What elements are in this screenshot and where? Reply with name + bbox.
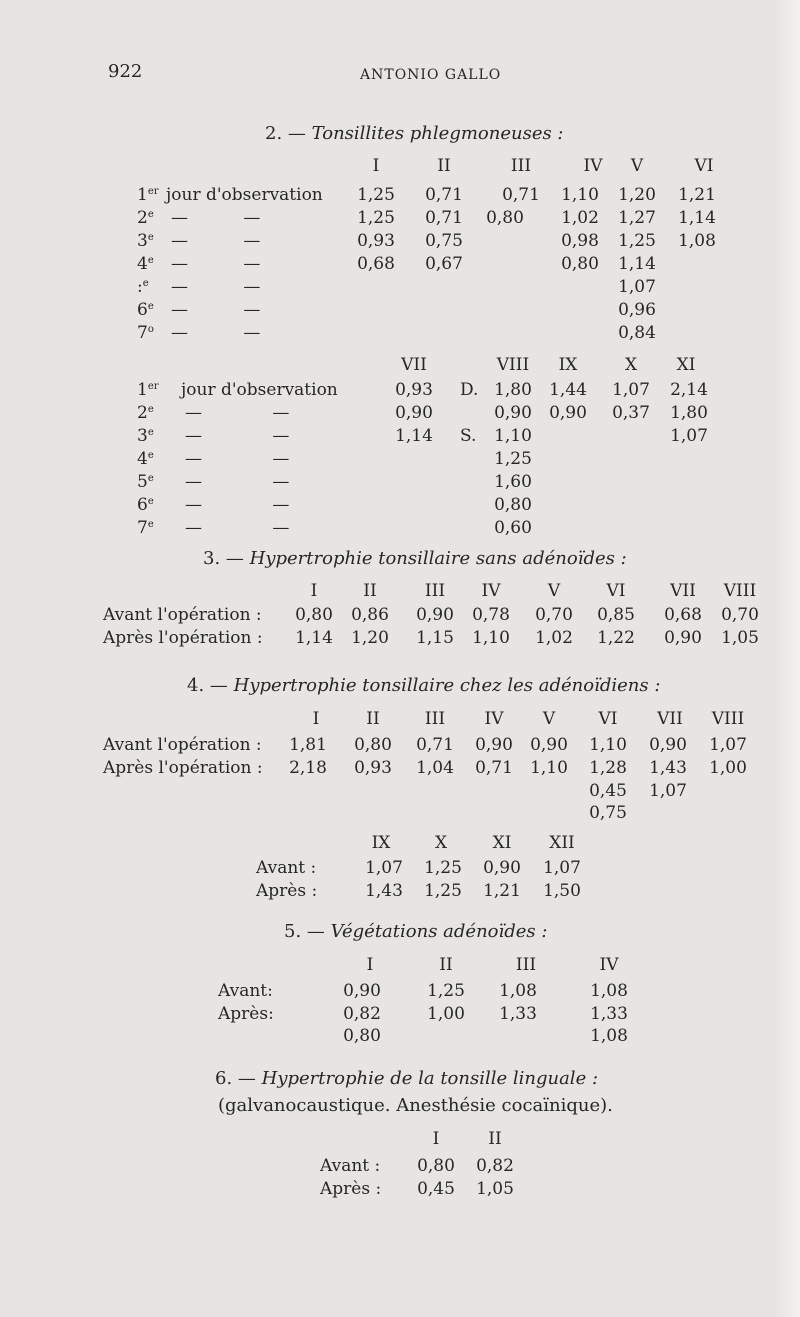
column-header: IV — [599, 955, 619, 975]
table-cell: 1,02 — [535, 628, 573, 648]
column-header: V — [630, 156, 644, 176]
table-cell: 0,90 — [549, 403, 587, 423]
table-cell: 0,45 — [417, 1179, 455, 1199]
table-cell: 0,90 — [664, 628, 702, 648]
table-cell: 0,96 — [618, 300, 656, 320]
running-title: ANTONIO GALLO — [360, 67, 502, 83]
column-header: IV — [481, 581, 501, 601]
table-cell: 1,81 — [289, 735, 327, 755]
table-cell: 1,80 — [670, 403, 708, 423]
side-mark: D. — [460, 380, 479, 400]
table-cell: 0,90 — [494, 403, 532, 423]
page-number: 922 — [108, 61, 143, 82]
column-header: XI — [676, 355, 696, 375]
table-cell: 1,10 — [494, 426, 532, 446]
column-header: V — [547, 581, 561, 601]
row-label: jour d'observation — [166, 185, 323, 205]
table-cell: 1,10 — [589, 735, 627, 755]
column-header: III — [515, 955, 537, 975]
row-label: — — — [185, 495, 290, 515]
table-cell: 1,05 — [721, 628, 759, 648]
row-label: Après: — [218, 1004, 274, 1024]
table-cell: 1,50 — [543, 881, 581, 901]
table-cell: 0,82 — [343, 1004, 381, 1024]
section-5-number: 5. — — [284, 921, 325, 942]
table-cell: 0,75 — [589, 803, 627, 823]
section-3-number: 3. — — [203, 548, 244, 569]
column-header: II — [363, 581, 377, 601]
table-cell: 0,80 — [295, 605, 333, 625]
row-label: Avant l'opération : — [103, 605, 262, 625]
table-cell: 0,80 — [561, 254, 599, 274]
row-label: jour d'observation — [181, 380, 338, 400]
column-header: VII — [657, 709, 683, 729]
table-cell: 1,04 — [416, 758, 454, 778]
row-ordinal: 7$^o$ — [137, 323, 154, 343]
section-6-heading — [215, 1069, 598, 1089]
column-header: VII — [401, 355, 427, 375]
row-ordinal: 7e — [137, 518, 154, 538]
table-cell: 0,70 — [535, 605, 573, 625]
table-cell: 1,00 — [709, 758, 747, 778]
section-3-heading — [203, 549, 627, 569]
row-ordinal: 2e — [137, 403, 154, 423]
table-cell: 1,25 — [357, 208, 395, 228]
table-cell: 0,80 — [343, 1026, 381, 1046]
column-header: III — [510, 156, 532, 176]
table-cell: 1,25 — [424, 881, 462, 901]
column-header: VI — [606, 581, 626, 601]
table-cell: 0,90 — [416, 605, 454, 625]
row-label: — — — [185, 518, 290, 538]
table-cell: 1,07 — [670, 426, 708, 446]
table-cell: 0,90 — [530, 735, 568, 755]
table-cell: 0,85 — [597, 605, 635, 625]
column-header: X — [434, 833, 448, 853]
row-label: Avant l'opération : — [103, 735, 262, 755]
row-label: Après l'opération : — [103, 758, 263, 778]
table-cell: 0,93 — [357, 231, 395, 251]
row-label: — — — [171, 277, 261, 297]
table-cell: 0,75 — [425, 231, 463, 251]
row-ordinal: 6e — [137, 495, 154, 515]
row-ordinal: 6e — [137, 300, 154, 320]
table-cell: 1,21 — [483, 881, 521, 901]
column-header: VIII — [496, 355, 530, 375]
column-header: I — [310, 581, 318, 601]
table-cell: 0,90 — [475, 735, 513, 755]
table-cell: 1,14 — [395, 426, 433, 446]
column-header: VI — [598, 709, 618, 729]
table-cell: 1,20 — [618, 185, 656, 205]
table-cell: 1,08 — [590, 981, 628, 1001]
table-cell: 0,90 — [395, 403, 433, 423]
row-ordinal: 4e — [137, 254, 154, 274]
table-cell: 0,78 — [472, 605, 510, 625]
table-cell: 0,90 — [649, 735, 687, 755]
table-cell: 0,71 — [502, 185, 540, 205]
section-2-title: Tonsillites phlegmoneuses : — [311, 123, 564, 144]
table-cell: 1,60 — [494, 472, 532, 492]
table-cell: 1,10 — [561, 185, 599, 205]
column-header: II — [488, 1129, 502, 1149]
table-cell: 0,80 — [417, 1156, 455, 1176]
table-cell: 1,25 — [357, 185, 395, 205]
column-header: VIII — [711, 709, 745, 729]
row-label: — — — [185, 426, 290, 446]
table-cell: 0,93 — [395, 380, 433, 400]
table-cell: 1,07 — [649, 781, 687, 801]
row-ordinal: 1er — [137, 380, 159, 400]
table-cell: 1,07 — [365, 858, 403, 878]
table-cell: 0,98 — [561, 231, 599, 251]
section-5-heading — [284, 922, 547, 942]
table-cell: 0,84 — [618, 323, 656, 343]
column-header: II — [439, 955, 453, 975]
column-header: VII — [670, 581, 696, 601]
section-4-title: Hypertrophie tonsillaire chez les adénoïdiens : — [233, 675, 661, 696]
column-header: II — [437, 156, 451, 176]
row-label: Après l'opération : — [103, 628, 263, 648]
table-cell: 1,10 — [472, 628, 510, 648]
row-label: — — — [171, 208, 261, 228]
table-cell: 0,80 — [486, 208, 524, 228]
table-cell: 1,25 — [427, 981, 465, 1001]
table-cell: 0,90 — [343, 981, 381, 1001]
section-2-heading — [265, 124, 564, 144]
column-header: XI — [492, 833, 512, 853]
table-cell: 1,25 — [424, 858, 462, 878]
row-ordinal: 2e — [137, 208, 154, 228]
column-header: I — [366, 955, 374, 975]
table-cell: 1,43 — [649, 758, 687, 778]
table-cell: 0,60 — [494, 518, 532, 538]
section-3-title: Hypertrophie tonsillaire sans adénoïdes : — [249, 548, 627, 569]
row-ordinal: 1er — [137, 185, 159, 205]
table-cell: 0,80 — [494, 495, 532, 515]
section-6-number: 6. — — [215, 1068, 256, 1089]
table-cell: 1,02 — [561, 208, 599, 228]
table-cell: 2,18 — [289, 758, 327, 778]
column-header: III — [424, 709, 446, 729]
table-cell: 0,82 — [476, 1156, 514, 1176]
table-cell: 0,67 — [425, 254, 463, 274]
section-6-subheading: (galvanocaustique. Anesthésie cocaïnique). — [218, 1095, 613, 1116]
section-4-number: 4. — — [187, 675, 228, 696]
table-cell: 0,93 — [354, 758, 392, 778]
table-cell: 1,07 — [612, 380, 650, 400]
row-label: — — — [185, 403, 290, 423]
table-cell: 2,14 — [670, 380, 708, 400]
table-cell: 0,86 — [351, 605, 389, 625]
column-header: X — [624, 355, 638, 375]
table-cell: 1,25 — [494, 449, 532, 469]
table-cell: 1,28 — [589, 758, 627, 778]
column-header: IX — [371, 833, 391, 853]
column-header: VI — [694, 156, 714, 176]
row-ordinal: 4e — [137, 449, 154, 469]
row-label: Avant: — [218, 981, 273, 1001]
side-mark: S. — [460, 426, 477, 446]
row-label: — — — [185, 449, 290, 469]
table-cell: 0,68 — [357, 254, 395, 274]
column-header: XII — [549, 833, 575, 853]
table-cell: 1,07 — [709, 735, 747, 755]
table-cell: 1,33 — [590, 1004, 628, 1024]
table-cell: 0,45 — [589, 781, 627, 801]
table-cell: 1,05 — [476, 1179, 514, 1199]
table-cell: 0,71 — [416, 735, 454, 755]
section-2-number: 2. — — [265, 123, 306, 144]
table-cell: 1,07 — [618, 277, 656, 297]
column-header: VIII — [723, 581, 757, 601]
table-cell: 0,80 — [354, 735, 392, 755]
table-cell: 1,14 — [618, 254, 656, 274]
section-5-title: Végétations adénoïdes : — [330, 921, 548, 942]
table-cell: 0,71 — [425, 208, 463, 228]
table-cell: 1,08 — [499, 981, 537, 1001]
table-cell: 1,15 — [416, 628, 454, 648]
column-header: V — [542, 709, 556, 729]
table-cell: 1,80 — [494, 380, 532, 400]
table-cell: 1,08 — [678, 231, 716, 251]
table-cell: 1,27 — [618, 208, 656, 228]
row-label: — — — [185, 472, 290, 492]
section-4-heading — [187, 676, 660, 696]
row-ordinal: 5e — [137, 472, 154, 492]
table-cell: 1,07 — [543, 858, 581, 878]
table-cell: 1,44 — [549, 380, 587, 400]
column-header: I — [372, 156, 380, 176]
row-label: — — — [171, 231, 261, 251]
column-header: III — [424, 581, 446, 601]
column-header: IX — [558, 355, 578, 375]
column-header: I — [432, 1129, 440, 1149]
row-ordinal: 3e — [137, 231, 154, 251]
table-cell: 1,33 — [499, 1004, 537, 1024]
table-cell: 1,08 — [590, 1026, 628, 1046]
row-label: Avant : — [320, 1156, 381, 1176]
row-label: Après : — [256, 881, 318, 901]
section-6-title: Hypertrophie de la tonsille linguale : — [261, 1068, 599, 1089]
table-cell: 1,20 — [351, 628, 389, 648]
column-header: I — [312, 709, 320, 729]
table-cell: 1,21 — [678, 185, 716, 205]
column-header: II — [366, 709, 380, 729]
table-cell: 1,22 — [597, 628, 635, 648]
column-header: IV — [484, 709, 504, 729]
row-ordinal: :$^e$ — [137, 277, 149, 297]
table-cell: 1,14 — [295, 628, 333, 648]
column-header: IV — [583, 156, 603, 176]
table-cell: 0,71 — [425, 185, 463, 205]
table-cell: 1,00 — [427, 1004, 465, 1024]
table-cell: 0,71 — [475, 758, 513, 778]
table-cell: 0,70 — [721, 605, 759, 625]
table-cell: 1,10 — [530, 758, 568, 778]
row-label: Avant : — [256, 858, 317, 878]
table-cell: 0,90 — [483, 858, 521, 878]
table-cell: 1,25 — [618, 231, 656, 251]
row-label: Après : — [320, 1179, 382, 1199]
page-edge — [774, 0, 800, 1317]
table-cell: 1,14 — [678, 208, 716, 228]
table-cell: 0,37 — [612, 403, 650, 423]
row-ordinal: 3e — [137, 426, 154, 446]
table-cell: 0,68 — [664, 605, 702, 625]
table-cell: 1,43 — [365, 881, 403, 901]
row-label: — — — [171, 323, 261, 343]
row-label: — — — [171, 254, 261, 274]
row-label: — — — [171, 300, 261, 320]
